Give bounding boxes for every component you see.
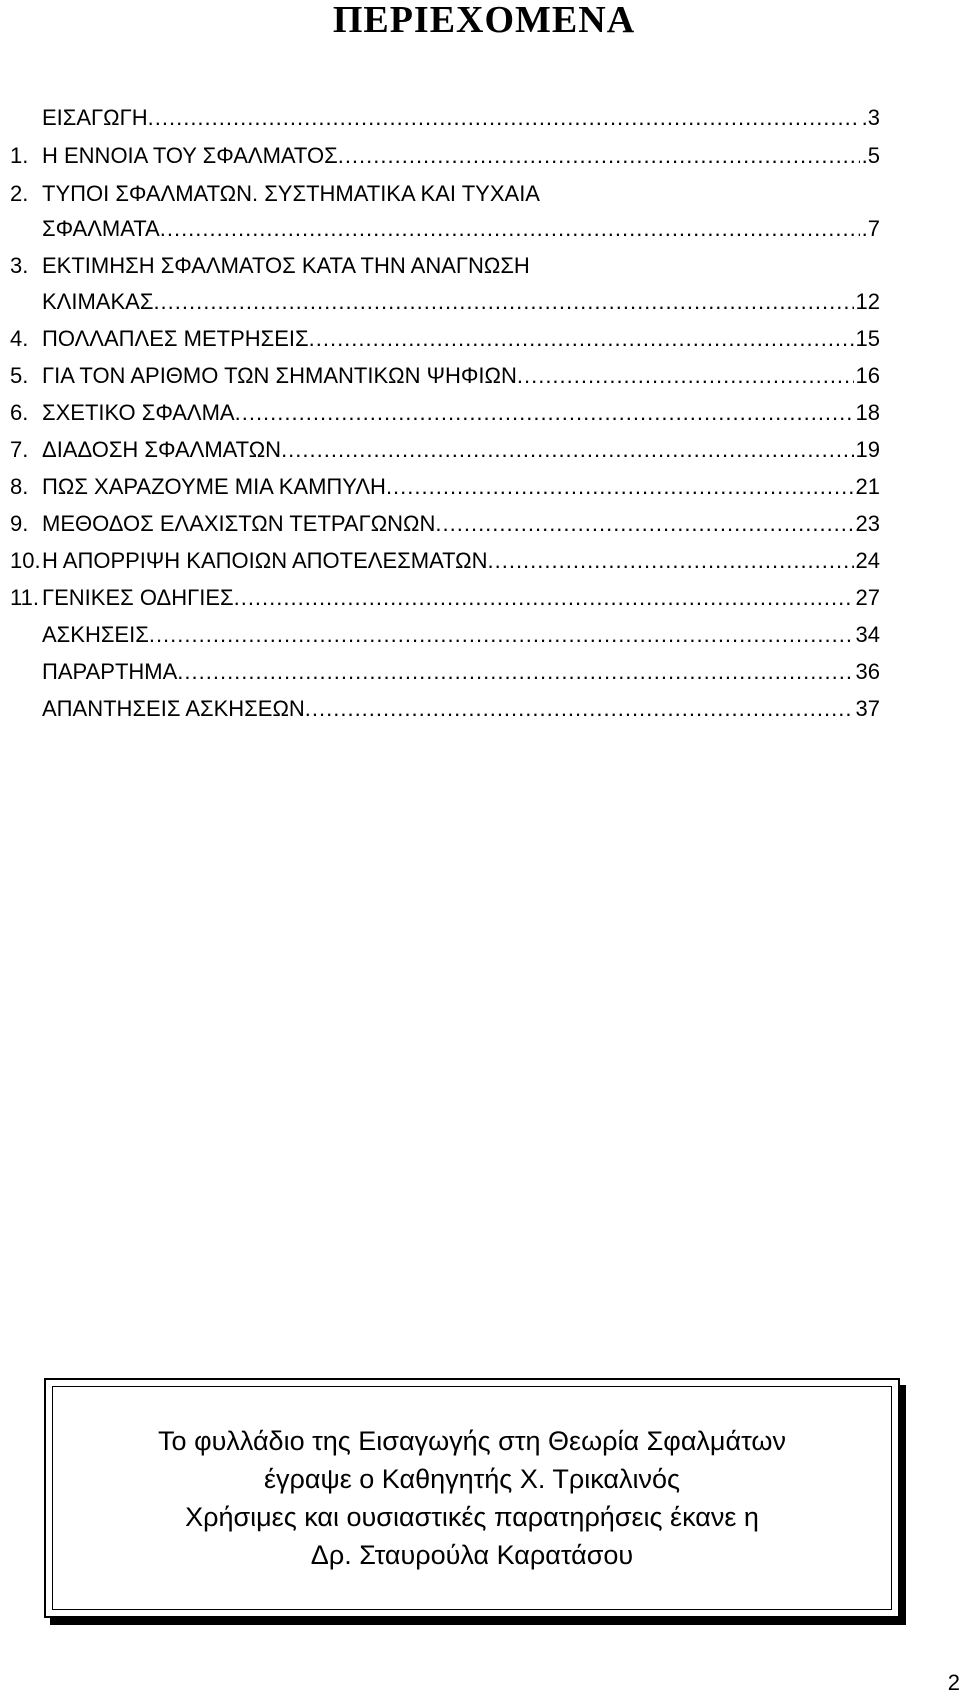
toc-entry-label: ΓΕΝΙΚΕΣ ΟΔΗΓΙΕΣ bbox=[42, 585, 234, 610]
toc-leader-dots bbox=[305, 694, 854, 724]
toc-entry-number: 10. bbox=[10, 548, 41, 573]
toc-entry[interactable] bbox=[10, 251, 880, 281]
toc-entry-continuation[interactable] bbox=[10, 214, 880, 244]
toc-entry[interactable] bbox=[42, 620, 880, 650]
toc-entry-page: 37 bbox=[855, 696, 880, 721]
toc-entry-number: 6. bbox=[10, 400, 29, 425]
toc-entry-number: 8. bbox=[10, 474, 29, 499]
toc-entry[interactable] bbox=[10, 179, 880, 209]
table-of-contents bbox=[0, 0, 960, 800]
credits-line: έγραψε ο Καθηγητής Χ. Τρικαλινός bbox=[263, 1464, 681, 1494]
toc-entry-page: 18 bbox=[855, 400, 880, 425]
toc-entry-page: 24 bbox=[855, 548, 880, 573]
toc-leader-dots bbox=[281, 435, 853, 465]
toc-entry[interactable] bbox=[10, 583, 880, 613]
toc-leader-dots bbox=[488, 546, 854, 576]
toc-entry-page: 36 bbox=[855, 659, 880, 684]
toc-entry-continuation[interactable] bbox=[10, 287, 880, 317]
toc-entry[interactable] bbox=[42, 103, 880, 133]
toc-entry[interactable] bbox=[10, 324, 880, 354]
page-title: ΠΕΡΙΕΧΟΜΕΝΑ bbox=[332, 0, 636, 41]
toc-entry-label: ΣΧΕΤΙΚΟ ΣΦΑΛΜΑ bbox=[42, 400, 235, 425]
toc-entry-number: 2. bbox=[10, 181, 29, 206]
toc-leader-dots bbox=[234, 583, 854, 613]
toc-entry-label: ΠΟΛΛΑΠΛΕΣ ΜΕΤΡΗΣΕΙΣ bbox=[42, 326, 309, 351]
credits-box-inner bbox=[52, 1386, 892, 1610]
toc-entry-page: 12 bbox=[855, 289, 880, 314]
toc-leader-dots bbox=[338, 141, 860, 171]
toc-entry-label: ΓΙΑ ΤΟΝ ΑΡΙΘΜΟ ΤΩΝ ΣΗΜΑΝΤΙΚΩΝ ΨΗΦΙΩΝ bbox=[42, 363, 517, 388]
toc-entry-label: ΑΣΚΗΣΕΙΣ bbox=[42, 622, 149, 647]
toc-entry-page: 23 bbox=[855, 511, 880, 536]
toc-entry-number: 1. bbox=[10, 143, 29, 168]
toc-entry-label: Η ΑΠΟΡΡΙΨΗ ΚΑΠΟΙΩΝ ΑΠΟΤΕΛΕΣΜΑΤΩΝ bbox=[42, 548, 488, 573]
toc-entry[interactable] bbox=[42, 694, 880, 724]
toc-leader-dots bbox=[386, 472, 854, 502]
toc-entry-page: 27 bbox=[855, 585, 880, 610]
toc-entry[interactable] bbox=[10, 472, 880, 502]
toc-entry-page: 15 bbox=[855, 326, 880, 351]
toc-entry-number: 3. bbox=[10, 253, 29, 278]
toc-entry[interactable] bbox=[10, 141, 880, 171]
toc-leader-dots bbox=[160, 214, 860, 244]
credits-line: Χρήσιμες και ουσιαστικές παρατηρήσεις έκανε η bbox=[185, 1502, 759, 1532]
credits-line: Το φυλλάδιο της Εισαγωγής στη Θεωρία Σφαλμάτων bbox=[158, 1426, 786, 1456]
toc-entry-page: .3 bbox=[861, 105, 880, 130]
toc-entry[interactable] bbox=[10, 398, 880, 428]
toc-leader-dots bbox=[517, 361, 854, 391]
toc-leader-dots bbox=[235, 398, 854, 428]
toc-entry-label: ΕΙΣΑΓΩΓΗ bbox=[42, 105, 148, 130]
credits-line: Δρ. Σταυρούλα Καρατάσου bbox=[310, 1540, 634, 1570]
toc-entry-page: 19 bbox=[855, 437, 880, 462]
toc-entry-label: ΤΥΠΟΙ ΣΦΑΛΜΑΤΩΝ. ΣΥΣΤΗΜΑΤΙΚΑ ΚΑΙ ΤΥΧΑΙΑ bbox=[42, 181, 540, 206]
toc-entry-label: ΔΙΑΔΟΣΗ ΣΦΑΛΜΑΤΩΝ bbox=[42, 437, 282, 462]
toc-entry-number: 7. bbox=[10, 437, 29, 462]
toc-leader-dots bbox=[149, 620, 854, 650]
toc-entry-page: 21 bbox=[855, 474, 880, 499]
page-number: 2 bbox=[947, 1670, 960, 1695]
toc-entry-number: 9. bbox=[10, 511, 29, 536]
toc-entry[interactable] bbox=[10, 361, 880, 391]
toc-leader-dots bbox=[309, 324, 854, 354]
credits-box bbox=[44, 1378, 900, 1618]
toc-entry[interactable] bbox=[10, 509, 880, 539]
toc-entry-number: 11. bbox=[10, 585, 39, 610]
toc-entry-page: 34 bbox=[855, 622, 880, 647]
toc-leader-dots bbox=[435, 509, 853, 539]
toc-entry-label-continued: ΣΦΑΛΜΑΤΑ bbox=[42, 216, 160, 241]
toc-entry[interactable] bbox=[42, 657, 880, 687]
toc-entry-label: ΠΑΡΑΡΤΗΜΑ bbox=[42, 659, 178, 684]
toc-entry-label: Η ΕΝΝΟΙΑ ΤΟΥ ΣΦΑΛΜΑΤΟΣ bbox=[42, 143, 338, 168]
toc-entry-label: ΕΚΤΙΜΗΣΗ ΣΦΑΛΜΑΤΟΣ ΚΑΤΑ ΤΗΝ ΑΝΑΓΝΩΣΗ bbox=[42, 253, 530, 278]
toc-leader-dots bbox=[177, 657, 853, 687]
toc-entry[interactable] bbox=[10, 546, 880, 576]
toc-entry-label: ΠΩΣ ΧΑΡΑΖΟΥΜΕ ΜΙΑ ΚΑΜΠΥΛΗ bbox=[42, 474, 386, 499]
toc-entry-page: .7 bbox=[861, 216, 880, 241]
toc-leader-dots bbox=[153, 287, 853, 317]
toc-entry-page: 16 bbox=[855, 363, 880, 388]
toc-entry-number: 5. bbox=[10, 363, 29, 388]
toc-entry-page: .5 bbox=[861, 143, 880, 168]
toc-entry-label: ΑΠΑΝΤΗΣΕΙΣ ΑΣΚΗΣΕΩΝ bbox=[42, 696, 305, 721]
toc-entry[interactable] bbox=[10, 435, 880, 465]
toc-entry-label: ΜΕΘΟΔΟΣ ΕΛΑΧΙΣΤΩΝ ΤΕΤΡΑΓΩΝΩΝ bbox=[42, 511, 436, 536]
toc-entry-number: 4. bbox=[10, 326, 29, 351]
toc-leader-dots bbox=[148, 103, 860, 133]
toc-entry-label-continued: ΚΛΙΜΑΚΑΣ bbox=[42, 289, 154, 314]
